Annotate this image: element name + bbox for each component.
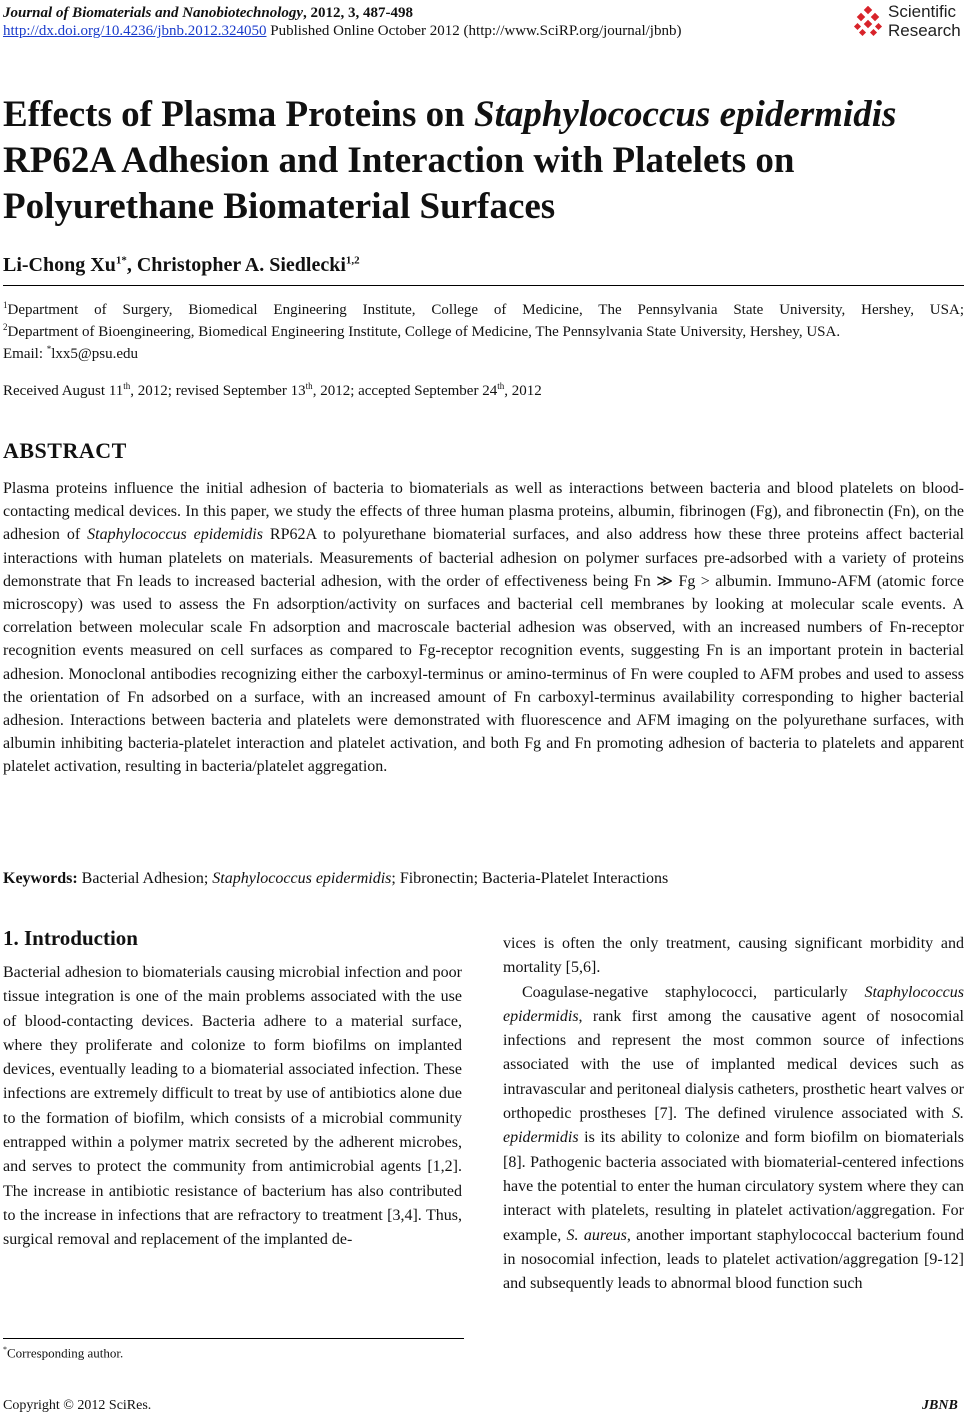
footnote-text: Corresponding author. [7, 1345, 124, 1361]
dates-line [3, 381, 542, 400]
logo-line-1: Scientific [888, 2, 957, 21]
email-label: Email: [3, 346, 47, 362]
received-sup: th [123, 381, 131, 391]
keyword-2: Staphylococcus epidermidis [212, 870, 392, 887]
intro-p2-italic-2: S. epidermidis [503, 1105, 964, 1147]
keyword-3: ; Fibronectin; Bacteria-Platelet Interactions [391, 870, 669, 887]
keywords [3, 870, 668, 888]
abstract-part-2: RP62A to polyurethane biomaterial surfaces, and also address how these three proteins affect bacterial interactions with human platelets on materials. Measurements of bacterial adhesion on polymer surfaces pre-adsorbed with a variety of proteins demonstrate that Fn leads to increased bacterial adhesion, with the order of effectiveness being Fn ≫ Fg > albumin. Immuno-AFM (atomic force microscopy) was used to assess the Fn adsorption/activity on surfaces and bacterial cell membranes by looking at molecular scale events. A correlation between molecular scale Fn adsorption and macroscale bacterial adhesion was observed, with an increased numbers of Fn-receptor recognition events measured on cell surfaces as compared to Fg-receptor recognition events, suggesting Fn is an important protein in bacterial adhesion. Monoclonal antibodies recognizing either the carboxyl-terminus or amino-terminus of Fn were coupled to AFM probes and used to assess the orientation of Fn adsorbed on a surface, with an increased amount of Fn carboxyl-terminus availability corresponding to higher bacterial adhesion. Interactions between bacteria and platelets were demonstrated with fluorescence and AFM imaging on the polyurethane surfaces, with albumin inhibiting bacteria-platelet interaction and platelet activation, and both Fg and Fn promoting adhesion of bacteria to platelets and apparent platelet activation, resulting in bacteria/platelet aggregation. [3, 526, 964, 776]
abstract-heading: ABSTRACT [3, 438, 127, 463]
published-text: Published Online October 2012 (http://www.SciRP.org/journal/jbnb) [266, 23, 682, 39]
affiliation-1-marker: 1 [3, 300, 8, 310]
author-1: Li-Chong Xu [3, 254, 116, 276]
intro-p2-b: , rank first among the causative agent of nosocomial infections and represent the most common source of infections associated with the use of implanted medical devices such as intravascular and peritoneal dialysis catheters, prosthetic heart valves or orthopedic prostheses [7]. The defined virulence associated with [503, 1007, 964, 1123]
email-line [3, 340, 964, 363]
author-2: Christopher A. Siedlecki [136, 254, 346, 276]
intro-p2-a: Coagulase-negative staphylococci, particularly [522, 983, 865, 1001]
email-address[interactable]: lxx5@psu.edu [51, 346, 138, 362]
footnote-marker: * [3, 1345, 7, 1354]
doi-line [3, 22, 681, 40]
revised-date: , 2012; revised September 13 [130, 383, 306, 399]
scirp-logo [852, 2, 964, 42]
accepted-sup: th [497, 381, 505, 391]
title-part-1: Effects of Plasma Proteins on [3, 94, 474, 135]
intro-p2-d: , another important staphylococcal bacterium found in nosocomial infection, leads to platelet activation/aggregation [9-12] and subsequently leads to abnormal blood function such [503, 1226, 965, 1293]
journal-abbreviation: JBNB [922, 1398, 958, 1413]
title-rule [3, 285, 964, 286]
title-italic: Staphylococcus epidermidis [474, 94, 897, 135]
author-list [3, 254, 360, 277]
keyword-1: Bacterial Adhesion; [77, 870, 213, 887]
abstract-italic: Staphylococcus epidemidis [87, 526, 263, 544]
journal-name: Journal of Biomaterials and Nanobiotechnology [3, 5, 304, 21]
accepted-date: , 2012; accepted September 24 [312, 383, 498, 399]
intro-p2-italic-1: Staphylococcus epidermidis [503, 983, 964, 1025]
doi-link[interactable]: http://dx.doi.org/10.4236/jbnb.2012.324050 [3, 23, 267, 39]
received-date: Received August 11 [3, 383, 124, 399]
affiliation-2 [3, 318, 964, 341]
section-heading-introduction: 1. Introduction [3, 926, 138, 950]
logo-line-2: Research [888, 21, 961, 40]
dates-end: , 2012 [504, 383, 542, 399]
journal-issue: , 2012, 3, 487-498 [303, 5, 414, 21]
intro-p2-italic-3: S. aureus [566, 1226, 627, 1244]
affiliation-2-marker: 2 [3, 322, 8, 332]
abstract-text [3, 477, 964, 779]
left-column [3, 925, 462, 1253]
affiliation-1 [3, 296, 964, 319]
intro-p2-c: is its ability to colonize and form biofilm on biomaterials [8]. Pathogenic bacteria associated with biomaterial-centered infections have the potential to enter the human circulatory system where they can interact with platelets, resulting in platelet activation/aggregation. For example, [503, 1129, 964, 1244]
affiliation-1-text: Department of Surgery, Biomedical Engineering Institute, College of Medicine, The Pennsylvania State University, Hershey, USA; [7, 302, 964, 318]
author-1-affil: 1* [115, 254, 127, 267]
affiliation-2-text: Department of Bioengineering, Biomedical Engineering Institute, College of Medicine, The Pennsylvania State University, Hershey, USA. [7, 324, 841, 340]
right-column [503, 932, 964, 1296]
footnote-rule [3, 1338, 464, 1339]
author-separator: , [126, 254, 137, 276]
journal-citation [3, 4, 413, 22]
title-part-2: RP62A Adhesion and Interaction with Platelets on Polyurethane Biomaterial Surfaces [3, 140, 795, 227]
scirp-logo-icon [852, 6, 884, 38]
intro-paragraph-1: Bacterial adhesion to biomaterials causing microbial infection and poor tissue integration is one of the main problems associated with the use of blood-contacting devices. Bacteria adhere to a material surface, where they proliferate and colonize to form biofilms on implanted devices, eventually leading to a biomaterial associated infection. These infections are extremely difficult to treat by use of antibiotics alone due to the formation of biofilm, which consists of a microbial community entrapped within a polymer matrix secreted by the adherent microbes, and serves to protect the community from antimicrobial agents [1,2]. The increase in antibiotic resistance of bacterium has also contributed to the increase in infections that are refractory to treatment [3,4]. Thus, surgical removal and replacement of the implanted de- [3, 964, 462, 1249]
paper-title [3, 92, 963, 230]
copyright: Copyright © 2012 SciRes. [3, 1398, 152, 1413]
intro-paragraph-2 [503, 981, 964, 1297]
footnote [3, 1345, 123, 1361]
email-marker: * [46, 344, 52, 354]
abstract-part-1: Plasma proteins influence the initial adhesion of bacteria to biomaterials as well as interactions between bacteria and blood platelets on blood-contacting medical devices. In this paper, we study the effects of three human plasma proteins, albumin, fibrinogen (Fg), and fibronectin (Fn), on the adhesion of [3, 480, 964, 544]
intro-paragraph-continued: vices is often the only treatment, causing significant morbidity and mortality [5,6]. [503, 935, 964, 977]
keywords-label: Keywords: [3, 870, 78, 887]
author-2-affil: 1,2 [345, 254, 360, 267]
revised-sup: th [305, 381, 313, 391]
scirp-logo-text [888, 2, 961, 40]
